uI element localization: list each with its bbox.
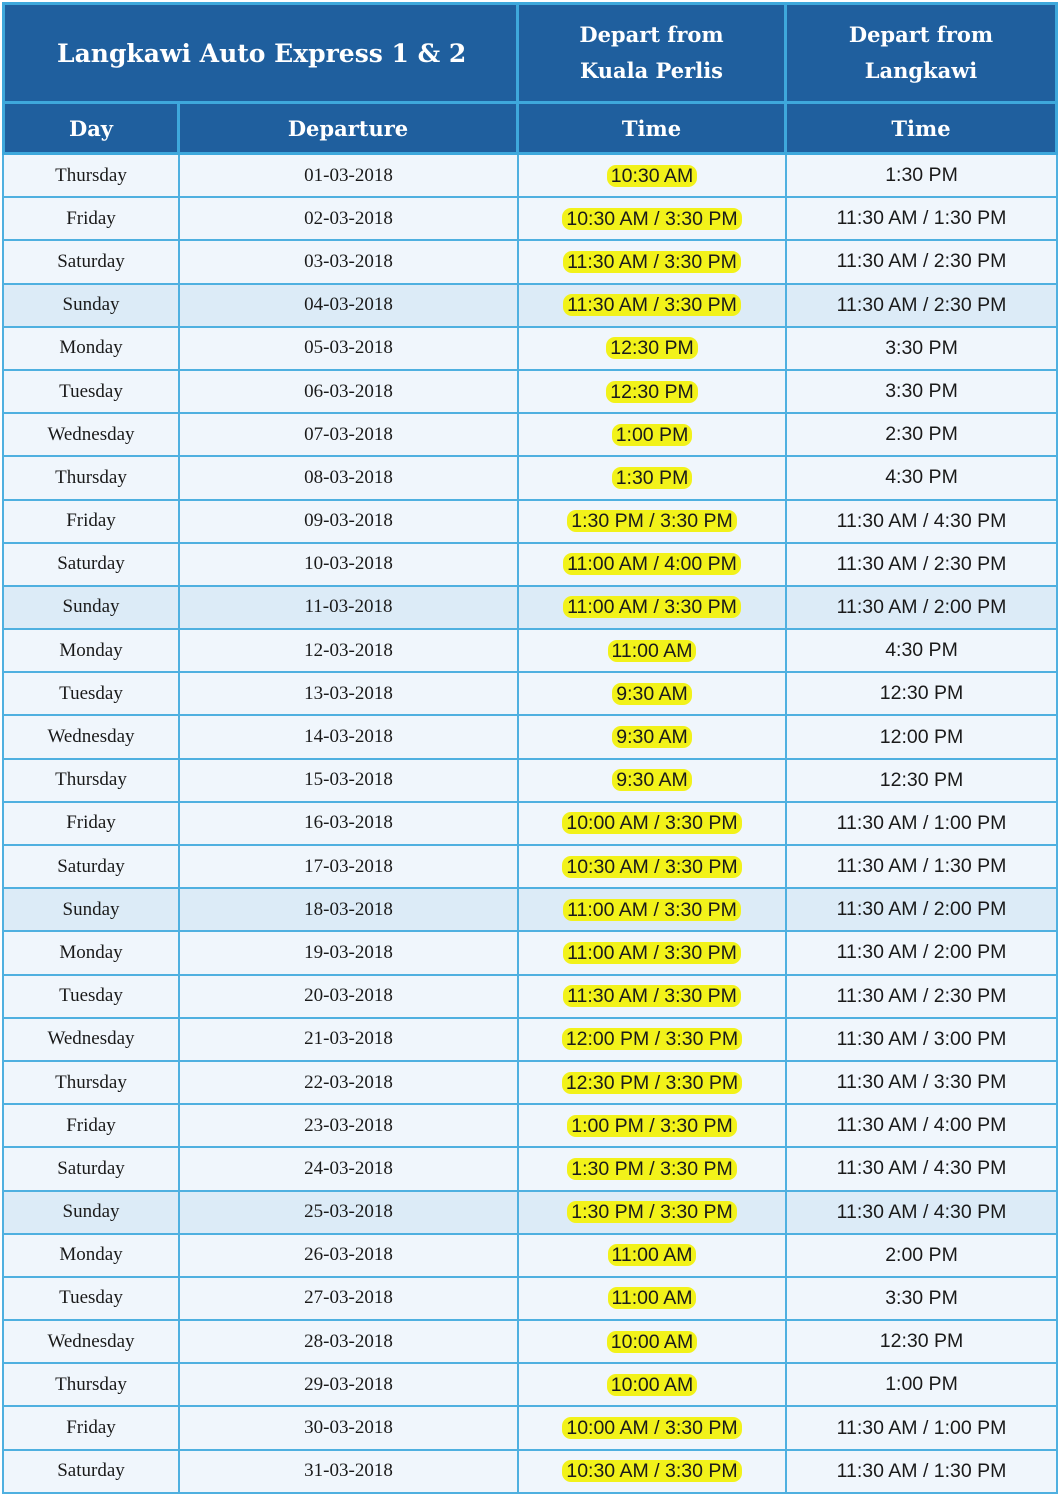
day-cell-text: Monday — [59, 1244, 123, 1266]
date-cell — [180, 803, 519, 846]
date-cell-text: 02-03-2018 — [304, 207, 393, 229]
day-cell — [2, 976, 180, 1019]
kp-time-cell — [519, 889, 787, 932]
day-cell — [2, 889, 180, 932]
date-cell-text: 12-03-2018 — [304, 639, 393, 661]
table-title — [2, 2, 519, 104]
day-cell — [2, 155, 180, 198]
day-cell — [2, 1148, 180, 1191]
day-cell-text: Tuesday — [59, 380, 123, 402]
day-cell-text: Tuesday — [59, 985, 123, 1007]
day-cell — [2, 1062, 180, 1105]
kp-time-cell — [519, 1407, 787, 1450]
day-cell — [2, 544, 180, 587]
kp-time-cell-text: 9:30 AM — [612, 683, 692, 705]
day-cell — [2, 760, 180, 803]
date-cell-text: 07-03-2018 — [304, 423, 393, 445]
date-cell-text: 14-03-2018 — [304, 726, 393, 748]
schedule-table — [2, 2, 1058, 1499]
date-cell-text: 01-03-2018 — [304, 164, 393, 186]
kp-time-cell — [519, 155, 787, 198]
day-cell — [2, 587, 180, 630]
lk-time-cell-text: 11:30 AM / 4:30 PM — [836, 1200, 1007, 1223]
day-cell-text: Friday — [66, 1114, 116, 1136]
date-cell — [180, 587, 519, 630]
date-cell-text: 11-03-2018 — [304, 596, 393, 618]
date-cell — [180, 1062, 519, 1105]
kp-time-cell — [519, 1148, 787, 1191]
kp-time-cell-text: 10:30 AM / 3:30 PM — [562, 1460, 741, 1482]
lk-time-cell-text: 11:30 AM / 3:30 PM — [836, 1071, 1007, 1094]
kp-time-cell-text: 10:00 AM / 3:30 PM — [562, 812, 741, 834]
lk-time-cell — [787, 673, 1058, 716]
lk-time-cell-text: 2:00 PM — [885, 1243, 958, 1266]
kp-time-cell — [519, 328, 787, 371]
kp-time-cell-text: 11:00 AM / 3:30 PM — [563, 596, 741, 618]
lk-time-cell — [787, 1364, 1058, 1407]
date-cell — [180, 889, 519, 932]
lk-time-cell-text: 11:30 AM / 2:30 PM — [836, 552, 1007, 575]
lk-time-cell-text: 11:30 AM / 2:30 PM — [836, 984, 1007, 1007]
lk-time-cell-text: 11:30 AM / 2:30 PM — [836, 250, 1007, 273]
lk-time-cell-text: 11:30 AM / 1:30 PM — [836, 1459, 1007, 1482]
kp-time-cell-text: 10:30 AM — [607, 165, 697, 187]
day-cell-text: Friday — [66, 510, 116, 532]
header-depart-kuala-perlis — [519, 2, 787, 104]
lk-time-cell-text: 11:30 AM / 1:00 PM — [836, 811, 1007, 834]
lk-time-cell-text: 1:30 PM — [885, 164, 958, 187]
lk-time-cell — [787, 544, 1058, 587]
lk-time-cell-text: 11:30 AM / 2:00 PM — [836, 898, 1007, 921]
day-cell — [2, 1451, 180, 1494]
date-cell — [180, 1019, 519, 1062]
kp-time-cell-text: 1:00 PM / 3:30 PM — [567, 1115, 737, 1137]
kp-time-cell — [519, 976, 787, 1019]
lk-time-cell-text: 11:30 AM / 3:00 PM — [836, 1027, 1007, 1050]
kp-header-line2: Kuala Perlis — [580, 58, 723, 83]
day-cell — [2, 846, 180, 889]
day-cell-text: Wednesday — [47, 1028, 135, 1050]
kp-time-cell — [519, 198, 787, 241]
lk-time-cell — [787, 414, 1058, 457]
date-cell — [180, 155, 519, 198]
kp-time-cell — [519, 414, 787, 457]
day-cell-text: Monday — [59, 337, 123, 359]
kp-time-cell — [519, 371, 787, 414]
kp-time-cell-text: 11:00 AM / 4:00 PM — [563, 553, 741, 575]
lk-time-cell-text: 11:30 AM / 4:00 PM — [836, 1114, 1007, 1137]
lk-time-cell — [787, 1235, 1058, 1278]
lk-time-cell — [787, 760, 1058, 803]
lk-time-cell-text: 11:30 AM / 1:30 PM — [836, 207, 1007, 230]
kp-time-cell — [519, 544, 787, 587]
day-cell-text: Wednesday — [47, 726, 135, 748]
column-header-day: Day — [2, 104, 180, 155]
lk-time-cell-text: 11:30 AM / 4:30 PM — [836, 1157, 1007, 1180]
column-header-departure: Departure — [180, 104, 519, 155]
day-cell — [2, 1278, 180, 1321]
lk-time-cell-text: 3:30 PM — [885, 380, 958, 403]
kp-time-cell — [519, 803, 787, 846]
date-cell-text: 13-03-2018 — [304, 682, 393, 704]
kp-time-cell — [519, 1451, 787, 1494]
day-cell-text: Thursday — [55, 1071, 127, 1093]
date-cell — [180, 1364, 519, 1407]
lk-time-cell-text: 4:30 PM — [885, 639, 958, 662]
kp-header-line1: Depart from — [579, 22, 724, 47]
day-cell — [2, 630, 180, 673]
kp-time-cell-text: 12:30 PM — [606, 337, 697, 359]
date-cell-text: 28-03-2018 — [304, 1330, 393, 1352]
date-cell-text: 20-03-2018 — [304, 985, 393, 1007]
date-cell — [180, 198, 519, 241]
date-cell-text: 17-03-2018 — [304, 855, 393, 877]
day-cell-text: Monday — [59, 941, 123, 963]
kp-time-cell-text: 1:30 PM / 3:30 PM — [567, 1158, 737, 1180]
kp-time-cell — [519, 673, 787, 716]
kp-time-cell — [519, 1019, 787, 1062]
lk-time-cell-text: 11:30 AM / 1:30 PM — [836, 855, 1007, 878]
date-cell-text: 04-03-2018 — [304, 294, 393, 316]
date-cell — [180, 630, 519, 673]
day-cell — [2, 803, 180, 846]
lk-time-cell — [787, 1148, 1058, 1191]
kp-time-cell — [519, 760, 787, 803]
date-cell — [180, 1105, 519, 1148]
lk-time-cell — [787, 501, 1058, 544]
kp-time-cell-text: 10:00 AM / 3:30 PM — [562, 1417, 741, 1439]
day-cell — [2, 1192, 180, 1235]
day-cell — [2, 371, 180, 414]
date-cell — [180, 457, 519, 500]
day-cell — [2, 1407, 180, 1450]
lk-time-cell — [787, 587, 1058, 630]
date-cell — [180, 1321, 519, 1364]
kp-time-cell — [519, 932, 787, 975]
kp-time-cell — [519, 1192, 787, 1235]
date-cell — [180, 1148, 519, 1191]
date-cell-text: 15-03-2018 — [304, 769, 393, 791]
day-cell — [2, 716, 180, 759]
day-cell-text: Thursday — [55, 769, 127, 791]
day-cell — [2, 1235, 180, 1278]
kp-time-cell-text: 11:00 AM — [608, 1287, 697, 1309]
day-cell-text: Sunday — [62, 596, 120, 618]
day-cell-text: Thursday — [55, 466, 127, 488]
kp-time-cell — [519, 1235, 787, 1278]
day-cell-text: Tuesday — [59, 682, 123, 704]
date-cell-text: 23-03-2018 — [304, 1114, 393, 1136]
date-cell — [180, 716, 519, 759]
kp-time-cell-text: 12:30 PM / 3:30 PM — [562, 1072, 742, 1094]
day-cell-text: Saturday — [57, 855, 125, 877]
lk-time-cell — [787, 803, 1058, 846]
kp-time-cell-text: 10:00 AM — [607, 1331, 697, 1353]
kp-time-cell — [519, 501, 787, 544]
lk-time-cell-text: 11:30 AM / 2:30 PM — [836, 293, 1007, 316]
lk-header-line1: Depart from — [848, 22, 994, 47]
lk-time-cell-text: 12:30 PM — [879, 682, 964, 705]
kp-time-cell-text: 11:00 AM — [608, 640, 697, 662]
date-cell — [180, 1235, 519, 1278]
day-cell-text: Friday — [66, 207, 116, 229]
date-cell — [180, 1192, 519, 1235]
lk-time-cell — [787, 371, 1058, 414]
date-cell-text: 08-03-2018 — [304, 466, 393, 488]
kp-time-cell — [519, 846, 787, 889]
header-depart-langkawi — [787, 2, 1058, 104]
date-cell — [180, 241, 519, 284]
lk-time-cell — [787, 1278, 1058, 1321]
kp-time-cell-text: 10:00 AM — [607, 1374, 697, 1396]
lk-time-cell — [787, 1407, 1058, 1450]
day-cell-text: Saturday — [57, 250, 125, 272]
kp-time-cell-text: 11:30 AM / 3:30 PM — [563, 251, 741, 273]
kp-time-cell-text: 10:30 AM / 3:30 PM — [562, 208, 741, 230]
day-cell — [2, 501, 180, 544]
kp-time-cell — [519, 630, 787, 673]
lk-header-line2: Langkawi — [864, 58, 978, 83]
date-cell-text: 24-03-2018 — [304, 1157, 393, 1179]
day-cell — [2, 1105, 180, 1148]
lk-time-cell — [787, 328, 1058, 371]
date-cell — [180, 371, 519, 414]
lk-time-cell-text: 4:30 PM — [885, 466, 958, 489]
lk-time-cell — [787, 1105, 1058, 1148]
date-cell-text: 03-03-2018 — [304, 250, 393, 272]
day-cell — [2, 328, 180, 371]
lk-time-cell — [787, 155, 1058, 198]
lk-time-cell — [787, 457, 1058, 500]
day-cell — [2, 241, 180, 284]
date-cell — [180, 846, 519, 889]
date-cell — [180, 976, 519, 1019]
lk-time-cell — [787, 285, 1058, 328]
lk-time-cell — [787, 889, 1058, 932]
lk-time-cell — [787, 846, 1058, 889]
kp-time-cell-text: 11:30 AM / 3:30 PM — [563, 294, 741, 316]
day-cell — [2, 1019, 180, 1062]
day-cell-text: Thursday — [55, 1373, 127, 1395]
date-cell-text: 21-03-2018 — [304, 1028, 393, 1050]
lk-time-cell-text: 3:30 PM — [885, 336, 958, 359]
date-cell-text: 30-03-2018 — [304, 1417, 393, 1439]
lk-time-cell-text: 2:30 PM — [885, 423, 958, 446]
date-cell — [180, 1407, 519, 1450]
date-cell-text: 10-03-2018 — [304, 553, 393, 575]
kp-time-cell — [519, 241, 787, 284]
date-cell-text: 18-03-2018 — [304, 898, 393, 920]
lk-time-cell-text: 1:00 PM — [885, 1373, 958, 1396]
lk-time-cell — [787, 1321, 1058, 1364]
date-cell-text: 05-03-2018 — [304, 337, 393, 359]
date-cell — [180, 1451, 519, 1494]
date-cell-text: 22-03-2018 — [304, 1071, 393, 1093]
day-cell — [2, 198, 180, 241]
date-cell — [180, 414, 519, 457]
table-title-text: Langkawi Auto Express 1 & 2 — [57, 38, 467, 68]
date-cell-text: 16-03-2018 — [304, 812, 393, 834]
date-cell-text: 29-03-2018 — [304, 1373, 393, 1395]
date-cell — [180, 328, 519, 371]
kp-time-cell-text: 11:00 AM — [608, 1244, 697, 1266]
kp-time-cell-text: 1:30 PM — [612, 467, 693, 489]
lk-time-cell — [787, 198, 1058, 241]
day-cell-text: Tuesday — [59, 1287, 123, 1309]
day-cell-text: Monday — [59, 639, 123, 661]
day-cell-text: Wednesday — [47, 1330, 135, 1352]
day-cell-text: Friday — [66, 812, 116, 834]
date-cell — [180, 544, 519, 587]
lk-time-cell — [787, 241, 1058, 284]
date-cell — [180, 501, 519, 544]
day-cell-text: Sunday — [62, 294, 120, 316]
day-cell — [2, 414, 180, 457]
kp-time-cell-text: 1:30 PM / 3:30 PM — [567, 510, 737, 532]
day-cell-text: Saturday — [57, 553, 125, 575]
kp-time-cell-text: 12:00 PM / 3:30 PM — [562, 1028, 742, 1050]
date-cell — [180, 932, 519, 975]
day-cell-text: Wednesday — [47, 423, 135, 445]
day-cell-text: Saturday — [57, 1157, 125, 1179]
kp-time-cell-text: 9:30 AM — [612, 726, 692, 748]
date-cell — [180, 1278, 519, 1321]
kp-time-cell-text: 11:30 AM / 3:30 PM — [563, 985, 741, 1007]
date-cell — [180, 760, 519, 803]
day-cell — [2, 673, 180, 716]
date-cell-text: 27-03-2018 — [304, 1287, 393, 1309]
date-cell-text: 19-03-2018 — [304, 941, 393, 963]
lk-time-cell-text: 11:30 AM / 1:00 PM — [836, 1416, 1007, 1439]
kp-time-cell-text: 10:30 AM / 3:30 PM — [562, 856, 741, 878]
lk-time-cell — [787, 716, 1058, 759]
day-cell — [2, 457, 180, 500]
kp-time-cell-text: 11:00 AM / 3:30 PM — [563, 899, 741, 921]
kp-time-cell — [519, 457, 787, 500]
kp-time-cell-text: 1:30 PM / 3:30 PM — [567, 1201, 737, 1223]
date-cell-text: 06-03-2018 — [304, 380, 393, 402]
kp-time-cell-text: 1:00 PM — [612, 424, 693, 446]
kp-time-cell — [519, 285, 787, 328]
lk-time-cell-text: 12:00 PM — [879, 725, 964, 748]
kp-time-cell — [519, 1321, 787, 1364]
date-cell-text: 09-03-2018 — [304, 510, 393, 532]
kp-time-cell-text: 9:30 AM — [612, 769, 692, 791]
day-cell — [2, 285, 180, 328]
date-cell — [180, 673, 519, 716]
day-cell-text: Friday — [66, 1417, 116, 1439]
lk-time-cell-text: 11:30 AM / 4:30 PM — [836, 509, 1007, 532]
date-cell-text: 26-03-2018 — [304, 1244, 393, 1266]
kp-time-cell — [519, 1062, 787, 1105]
lk-time-cell — [787, 1019, 1058, 1062]
day-cell — [2, 1321, 180, 1364]
lk-time-cell — [787, 1451, 1058, 1494]
kp-time-cell — [519, 716, 787, 759]
kp-time-cell — [519, 1364, 787, 1407]
lk-time-cell — [787, 1062, 1058, 1105]
day-cell-text: Sunday — [62, 1201, 120, 1223]
kp-time-cell — [519, 587, 787, 630]
lk-time-cell-text: 12:30 PM — [879, 768, 964, 791]
kp-time-cell-text: 12:30 PM — [606, 381, 697, 403]
kp-time-cell — [519, 1278, 787, 1321]
kp-time-cell-text: 11:00 AM / 3:30 PM — [563, 942, 741, 964]
lk-time-cell — [787, 1192, 1058, 1235]
lk-time-cell-text: 11:30 AM / 2:00 PM — [836, 941, 1007, 964]
day-cell-text: Saturday — [57, 1460, 125, 1482]
lk-time-cell-text: 3:30 PM — [885, 1286, 958, 1309]
day-cell — [2, 932, 180, 975]
lk-time-cell — [787, 630, 1058, 673]
day-cell-text: Thursday — [55, 164, 127, 186]
day-cell-text: Sunday — [62, 898, 120, 920]
lk-time-cell-text: 11:30 AM / 2:00 PM — [836, 595, 1007, 618]
column-header-lk-time: Time — [787, 104, 1058, 155]
lk-time-cell-text: 12:30 PM — [879, 1330, 964, 1353]
date-cell — [180, 285, 519, 328]
column-header-kp-time: Time — [519, 104, 787, 155]
date-cell-text: 31-03-2018 — [304, 1460, 393, 1482]
day-cell — [2, 1364, 180, 1407]
lk-time-cell — [787, 976, 1058, 1019]
kp-time-cell — [519, 1105, 787, 1148]
lk-time-cell — [787, 932, 1058, 975]
date-cell-text: 25-03-2018 — [304, 1201, 393, 1223]
